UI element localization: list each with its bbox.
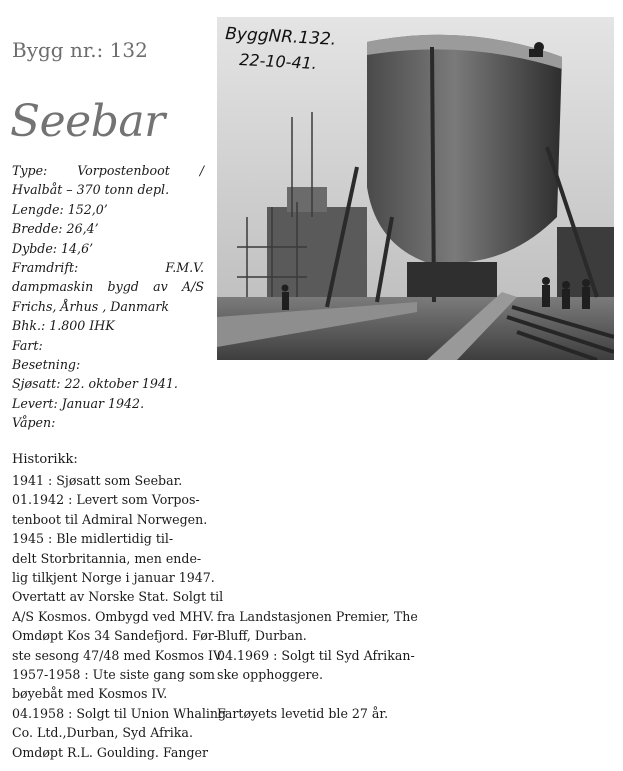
spec-crew: Besetning: <box>12 357 81 373</box>
history-line: Co. Ltd.,Durban, Syd Afrika. <box>12 725 193 741</box>
spec-beam: Bredde: 26,4’ <box>12 221 99 237</box>
build-number: Bygg nr.: 132 <box>12 38 148 62</box>
spec-armament: Våpen: <box>12 415 56 431</box>
history-line: 04.1969 : Solgt til Syd Afrikan- <box>217 647 415 663</box>
history-line: 04.1958 : Solgt til Union Whaling <box>12 705 227 721</box>
history-line: Bluff, Durban. <box>217 628 307 644</box>
spec-type: Type: Vorpostenboot / Hvalbåt – 370 tonn depl. <box>12 163 209 198</box>
spec-horsepower: Bhk.: 1.800 IHK <box>12 318 115 334</box>
history-line <box>217 685 410 704</box>
history-heading: Historikk: <box>12 452 78 467</box>
history-line: 1941 : Sjøsatt som Seebar. <box>12 473 183 488</box>
spec-delivered: Levert: Januar 1942. <box>12 395 145 411</box>
spec-depth: Dybde: 14,6’ <box>12 240 94 256</box>
history-line: Fartøyets levetid ble 27 år. <box>217 706 389 722</box>
spec-launched: Sjøsatt: 22. oktober 1941. <box>12 376 178 392</box>
history-line: bøyebåt med Kosmos IV. <box>12 686 168 702</box>
history-line: Omdøpt R.L. Goulding. Fanger <box>12 744 208 760</box>
history-line: A/S Kosmos. Ombygd ved MHV. <box>12 608 215 624</box>
specifications <box>12 161 209 433</box>
history-line: delt Storbritannia, men ende- <box>12 550 202 566</box>
ship-photo <box>217 17 614 360</box>
history-line: 01.1942 : Levert som Vorpos- <box>12 492 200 508</box>
history-column-1 <box>12 471 227 762</box>
history-line: Overtatt av Norske Stat. Solgt til <box>12 589 224 605</box>
history-column-2 <box>217 607 418 723</box>
ship-name-title: Seebar <box>10 96 165 147</box>
history-line: ste sesong 47/48 med Kosmos IV. <box>12 647 224 663</box>
photo-caption-line-2: 22-10-41. <box>238 50 318 74</box>
history-line: ske opphoggere. <box>217 667 324 683</box>
history-line: lig tilkjent Norge i januar 1947. <box>12 570 215 586</box>
history-line: tenboot til Admiral Norwegen. <box>12 511 208 527</box>
history-line: 1945 : Ble midlertidig til- <box>12 531 174 547</box>
history-line: Omdøpt Kos 34 Sandefjord. Før- <box>12 628 219 644</box>
spec-propulsion: Framdrift: F.M.V. dampmaskin bygd av A/S Frichs, Århus , Danmark <box>12 260 209 314</box>
history-line: 1957-1958 : Ute siste gang som <box>12 667 215 683</box>
photo-caption-line-1: ByggNR.132. <box>224 24 337 50</box>
spec-speed: Fart: <box>12 337 43 353</box>
spec-length: Lengde: 152,0’ <box>12 201 108 217</box>
history-line: fra Landstasjonen Premier, The <box>217 609 418 624</box>
